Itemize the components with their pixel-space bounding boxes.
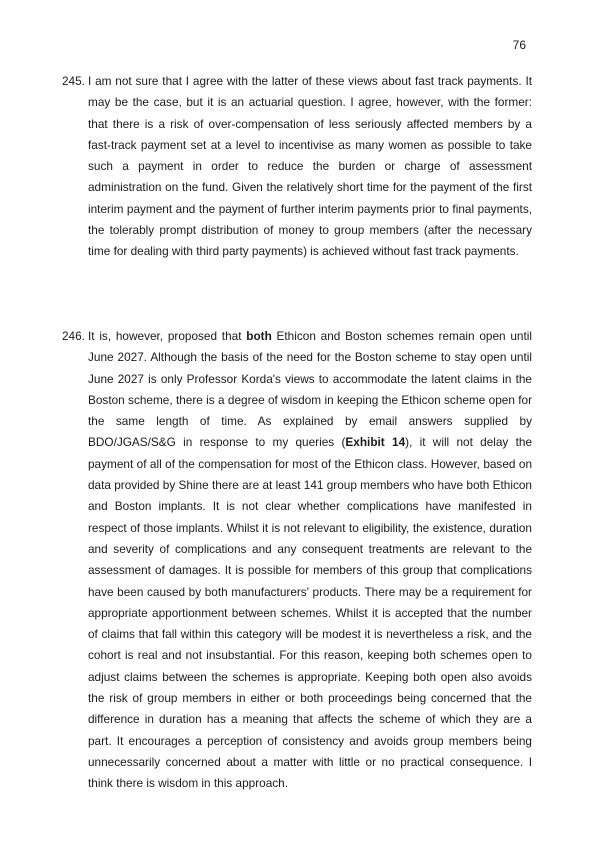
paragraph-text: ), it will not delay the payment of all of the compensation for most of the Ethicon class. However, based on data provided by Shine there are at least 141 group members who have both Ethicon and Boston implants. It is not clear whether complications have manifested in respect of those implants. Whilst it is not relevant to eligibility, the existence, duration and severity of complications and any consequent treatments are relevant to the assessment of damages. It is possible for members of this group that complications have been caused by both manufacturers' products. There may be a requirement for appropriate apportionment between schemes. Whilst it is accepted that the number of claims that fall within this category will be modest it is nevertheless a risk, and the cohort is real and not insubstantial. For this reason, keeping both schemes open to adjust claims between the schemes is appropriate. Keeping both open also avoids the risk of group members in either or both proceedings being concerned that the difference in duration has a meaning that affects the scheme of which they are a part. It encourages a perception of consistency and avoids group members being unnecessarily concerned about a matter with little or no practical consequence. I think there is wisdom in this approach.: [88, 435, 533, 791]
paragraph-text: Ethicon and Boston schemes remain open until June 2027. Although the basis of the need for the Boston scheme to stay open until June 2027 is only Professor Korda's views to accommodate the latent claims in the Boston scheme, there is a degree of wisdom in keeping the Ethicon scheme open for the same length of time. As explained by email answers supplied by BDO/JGAS/S&G in response to my queries (: [88, 329, 532, 450]
paragraph-body: [88, 71, 532, 263]
paragraph-number: 245.: [62, 74, 85, 88]
page-number: 76: [512, 38, 526, 52]
paragraph-text: It is, however, proposed that: [88, 329, 247, 343]
exhibit-reference: Exhibit 14: [345, 435, 406, 450]
paragraph-246: [62, 326, 532, 795]
paragraph-245: [62, 71, 532, 263]
bold-text: both: [246, 329, 272, 343]
paragraph-text: I am not sure that I agree with the latter of these views about fast track payments. It may be the case, but it is an actuarial question. I agree, however, with the former: that there is a risk of over-compensation of less seriously affected members by a fast-track payment set at a level to incentivise as many women as possible to take such a payment in order to reduce the burden or charge of assessment administration on the fund. Given the relatively short time for the payment of the first interim payment and the payment of further interim payments prior to final payments, the tolerably prompt distribution of money to group members (after the necessary time for dealing with third party payments) is achieved without fast track payments.: [88, 74, 532, 259]
paragraph-body: [88, 326, 532, 795]
paragraph-number: 246.: [62, 329, 85, 343]
